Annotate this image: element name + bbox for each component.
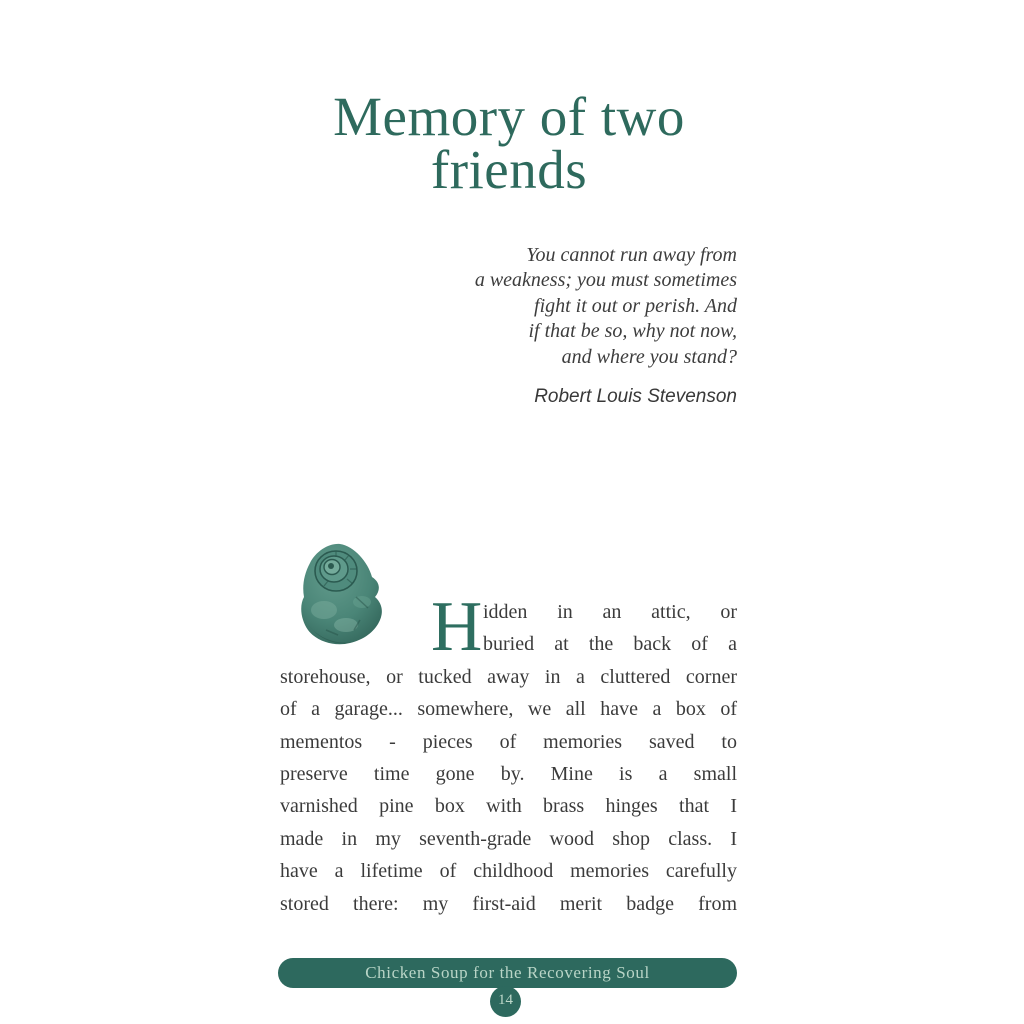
quote-line: a weakness; you must sometimes bbox=[474, 269, 737, 292]
chapter-title bbox=[280, 86, 738, 200]
story-line: mementos - pieces of memories saved to bbox=[280, 730, 737, 753]
story-line: idden in an attic, or bbox=[483, 601, 737, 623]
story-line: stored there: my first-aid merit badge from bbox=[280, 892, 737, 915]
story-line: of a garage... somewhere, we all have a box of bbox=[280, 698, 737, 721]
quote-line: and where you stand? bbox=[561, 345, 737, 368]
story-line: have a lifetime of childhood memories carefully bbox=[280, 860, 737, 883]
story-line: made in my seventh-grade wood shop class. I bbox=[280, 827, 737, 850]
page-number: 14 bbox=[498, 992, 513, 1008]
quote-attribution: Robert Louis Stevenson bbox=[534, 386, 737, 407]
chapter-title-line-2: friends bbox=[430, 139, 588, 200]
story-paragraph bbox=[280, 588, 737, 920]
quote-line: You cannot run away from bbox=[526, 244, 737, 266]
drop-cap-letter: H bbox=[431, 588, 483, 666]
quote-line: fight it out or perish. And bbox=[534, 294, 737, 317]
story-line: buried at the back of a bbox=[483, 633, 737, 656]
story-line: storehouse, or tucked away in a cluttered corner bbox=[280, 665, 737, 688]
story-line: preserve time gone by. Mine is a small bbox=[280, 762, 737, 785]
chapter-title-line-1: Memory of two bbox=[333, 86, 685, 147]
page-number-badge bbox=[490, 986, 521, 1017]
footer-book-title: Chicken Soup for the Recovering Soul bbox=[365, 963, 650, 982]
story-line: varnished pine box with brass hinges that I bbox=[280, 795, 737, 818]
epigraph-quote bbox=[380, 243, 737, 370]
quote-line: if that be so, why not now, bbox=[528, 320, 737, 343]
footer-banner bbox=[278, 958, 737, 988]
